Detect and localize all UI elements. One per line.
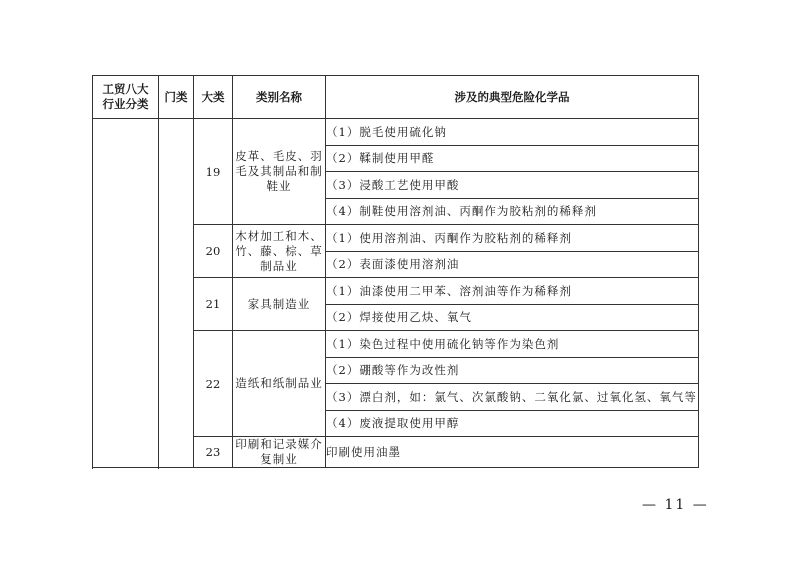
group-number: 20: [194, 225, 233, 278]
group-name: 印刷和记录媒介复制业: [233, 437, 326, 468]
chemical-item: （2）硼酸等作为改性剂: [326, 357, 699, 384]
chemical-item: （3）漂白剂，如：氯气、次氯酸钠、二氧化氯、过氧化氢、氧气等: [326, 384, 699, 411]
group-name: 皮革、毛皮、羽毛及其制品和制鞋业: [233, 119, 326, 225]
group-number: 22: [194, 331, 233, 437]
group-number: 19: [194, 119, 233, 225]
header-industry: 工贸八大行业分类: [93, 76, 159, 119]
group-number: 21: [194, 278, 233, 331]
gate-cell: [159, 119, 194, 468]
header-gate: 门类: [159, 76, 194, 119]
table-header-row: [93, 76, 699, 119]
industry-cell: [93, 119, 159, 468]
group-name: 造纸和纸制品业: [233, 331, 326, 437]
chemical-item: （4）制鞋使用溶剂油、丙酮作为胶粘剂的稀释剂: [326, 198, 699, 225]
chemical-item: （2）表面漆使用溶剂油: [326, 251, 699, 278]
chemical-item: （4）废液提取使用甲醇: [326, 410, 699, 437]
chemical-item: （1）染色过程中使用硫化钠等作为染色剂: [326, 331, 699, 358]
chemical-item: （1）脱毛使用硫化钠: [326, 119, 699, 146]
group-number: 23: [194, 437, 233, 468]
chemicals-table: [92, 75, 699, 468]
chemical-item: （3）浸酸工艺使用甲酸: [326, 172, 699, 199]
table-row: [93, 119, 699, 146]
header-chemicals: 涉及的典型危险化学品: [326, 76, 699, 119]
chemical-item: （2）焊接使用乙炔、氧气: [326, 304, 699, 331]
chemical-item: （1）使用溶剂油、丙酮作为胶粘剂的稀释剂: [326, 225, 699, 252]
chemical-item: （2）鞣制使用甲醛: [326, 145, 699, 172]
header-category-name: 类别名称: [233, 76, 326, 119]
group-name: 家具制造业: [233, 278, 326, 331]
page-number: — 11 —: [642, 497, 709, 513]
header-major: 大类: [194, 76, 233, 119]
chemical-item: （1）油漆使用二甲苯、溶剂油等作为稀释剂: [326, 278, 699, 305]
chemical-item: 印刷使用油墨: [326, 437, 699, 468]
group-name: 木材加工和木、竹、藤、棕、草制品业: [233, 225, 326, 278]
